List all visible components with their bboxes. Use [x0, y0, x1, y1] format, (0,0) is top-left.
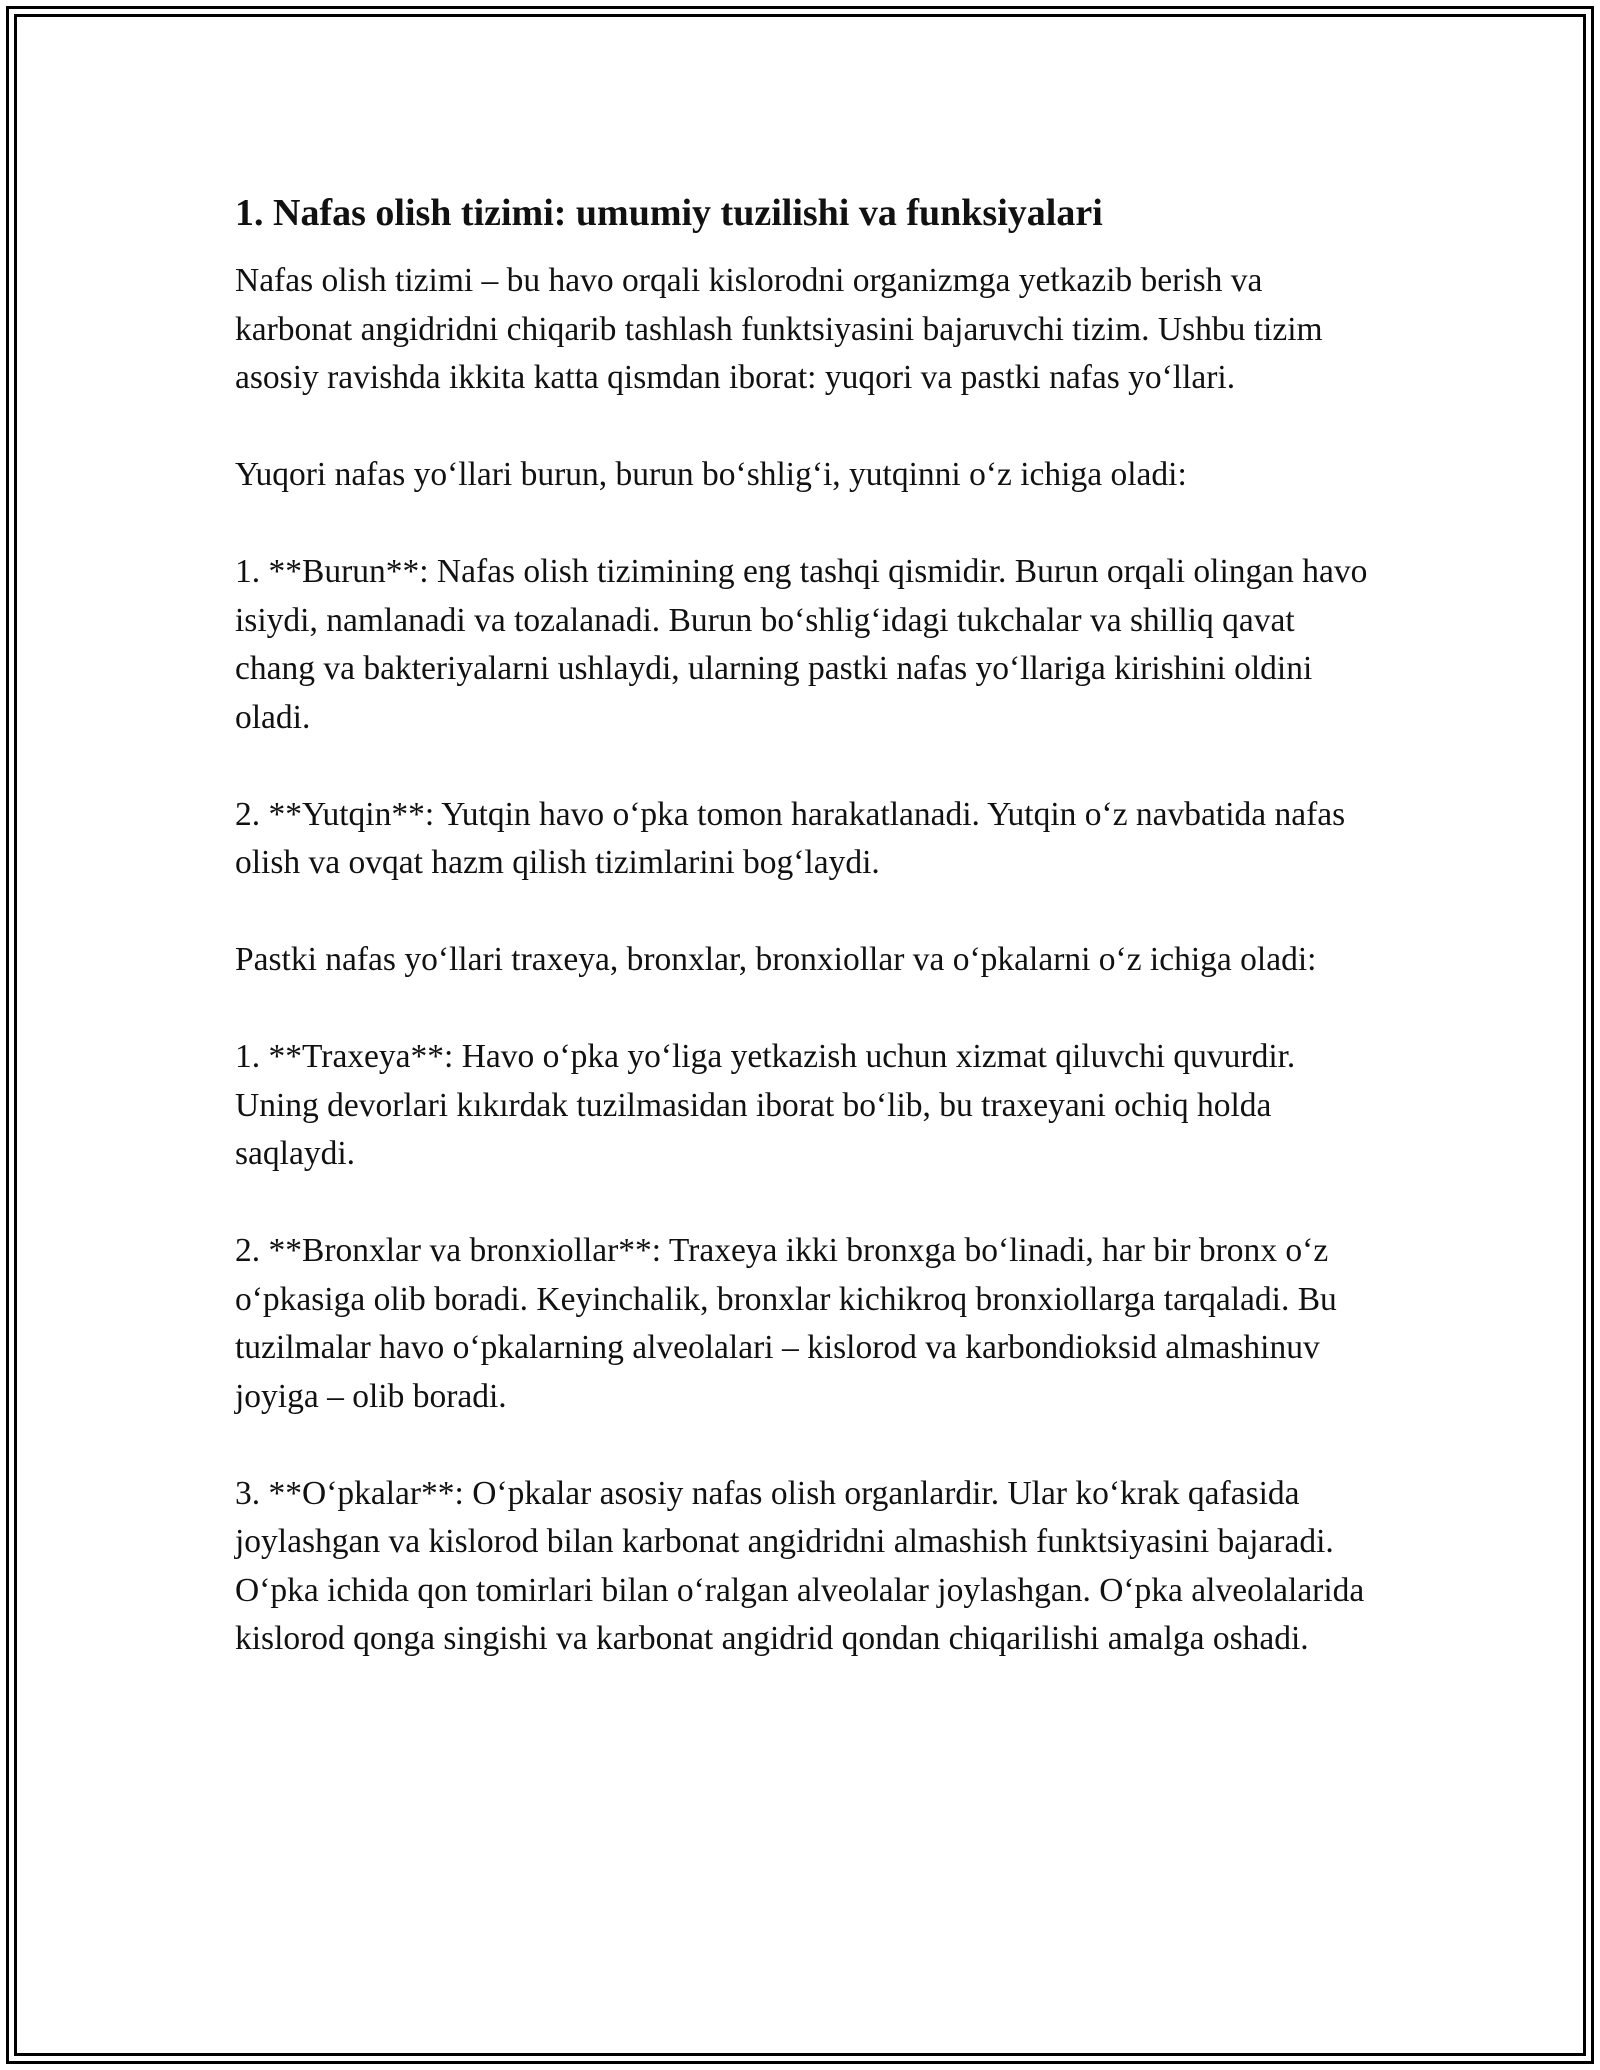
paragraph-lower-airways: Pastki nafas yo‘llari traxeya, bronxlar, bronxiollar va o‘pkalarni o‘z ichiga oladi: — [235, 941, 1317, 978]
list-item-traxeya: 1. **Traxeya**: Havo o‘pka yo‘liga yetkazish uchun xizmat qiluvchi quvurdir. Uning devorlari kıkırdak tuzilmasidan iborat bo‘lib, bu traxeyani ochiq holda saqlaydi. — [235, 1038, 1296, 1172]
paragraph-upper-airways: Yuqori nafas yo‘llari burun, burun bo‘shlig‘i, yutqinni o‘z ichiga oladi: — [235, 456, 1187, 493]
paragraph-intro: Nafas olish tizimi – bu havo orqali kislorodni organizmga yetkazib berish va karbonat angidridni chiqarib tashlash funktsiyasini bajaruvchi tizim. Ushbu tizim asosiy ravishda ikkita katta qismdan iborat: yuqori va pastki nafas yo‘llari. — [235, 262, 1323, 396]
document-body — [235, 185, 1375, 1712]
list-item-yutqin: 2. **Yutqin**: Yutqin havo o‘pka tomon harakatlanadi. Yutqin o‘z navbatida nafas olish va ovqat hazm qilish tizimlarini bog‘laydi. — [235, 795, 1346, 881]
list-item-opkalar: 3. **O‘pkalar**: O‘pkalar asosiy nafas olish organlardir. Ular ko‘krak qafasida joylashgan va kislorod bilan karbonat angidridni almashish funktsiyasini bajaradi. O‘pka ichida qon tomirlari bilan o‘ralgan alveolalar joylashgan. O‘pka alveolalarida kislorod qonga singishi va karbonat angidrid qondan chiqarilishi amalga oshadi. — [235, 1474, 1365, 1657]
list-item-bronxlar: 2. **Bronxlar va bronxiollar**: Traxeya ikki bronxga bo‘linadi, har bir bronx o‘z o‘pkasiga olib boradi. Keyinchalik, bronxlar kichikroq bronxiollarga tarqaladi. Bu tuzilmalar havo o‘pkalarning alveolalari – kislorod va karbondioksid almashinuv joyiga – olib boradi. — [235, 1232, 1337, 1415]
section-heading: 1. Nafas olish tizimi: umumiy tuzilishi va funksiyalari — [235, 192, 1103, 234]
list-item-burun: 1. **Burun**: Nafas olish tizimining eng tashqi qismidir. Burun orqali olingan havo isiydi, namlanadi va tozalanadi. Burun bo‘shlig‘idagi tukchalar va shilliq qavat chang va bakteriyalarni ushlaydi, ularning pastki nafas yo‘llariga kirishini oldini oladi. — [235, 553, 1368, 736]
